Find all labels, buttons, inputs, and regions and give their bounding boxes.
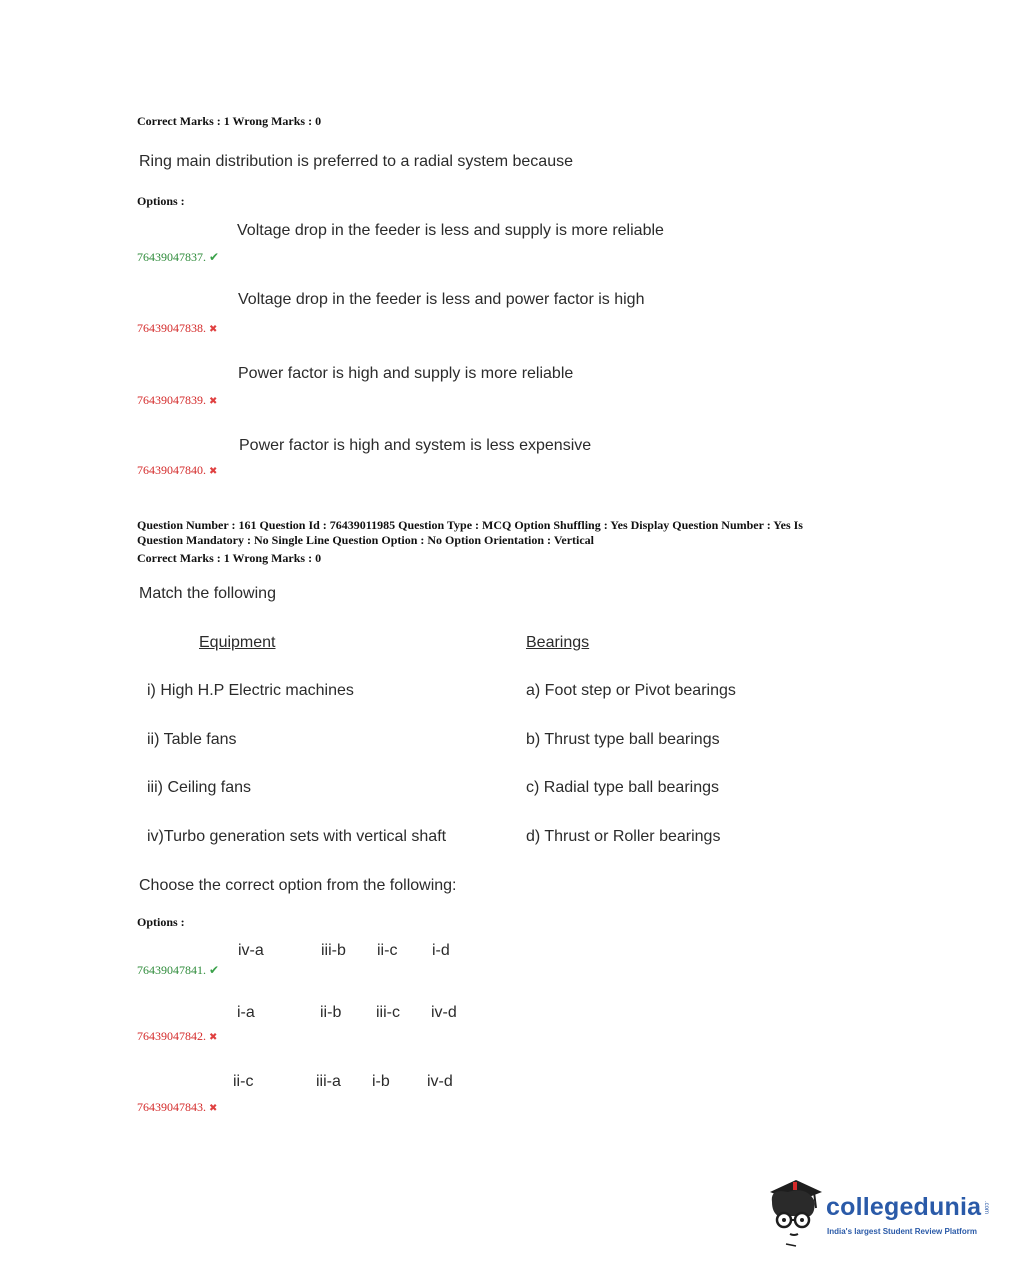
- q1-option-text: Voltage drop in the feeder is less and power factor is high: [238, 291, 645, 308]
- match-right-item: d) Thrust or Roller bearings: [526, 828, 721, 845]
- cross-icon: ✖: [209, 466, 218, 477]
- match-left-item: i) High H.P Electric machines: [147, 682, 354, 699]
- q2-option-part: ii-c: [233, 1073, 254, 1090]
- q1-option-text: Voltage drop in the feeder is less and supply is more reliable: [237, 222, 664, 239]
- q1-option-id: 76439047838. ✖: [137, 321, 218, 335]
- q1-option-id: 76439047837. ✔: [137, 250, 220, 264]
- q2-option-part: iii-a: [316, 1073, 341, 1090]
- q1-option-id: 76439047839. ✖: [137, 393, 218, 407]
- logo-wordmark: collegedunia: [826, 1193, 982, 1221]
- q1-question-text: Ring main distribution is preferred to a radial system because: [139, 153, 573, 170]
- q2-option-part: i-b: [372, 1073, 390, 1090]
- q2-option-part: iv-d: [427, 1073, 453, 1090]
- match-left-item: iv)Turbo generation sets with vertical shaft: [147, 828, 447, 845]
- q1-options-label: Options :: [137, 194, 185, 208]
- check-icon: ✔: [209, 963, 220, 977]
- q2-options-label: Options :: [137, 915, 185, 929]
- collegedunia-mascot-icon: [766, 1178, 826, 1248]
- match-right-item: a) Foot step or Pivot bearings: [526, 682, 736, 699]
- q2-option-id: 76439047841. ✔: [137, 963, 220, 977]
- check-icon: ✔: [209, 250, 220, 264]
- cross-icon: ✖: [209, 1103, 218, 1114]
- q2-option-part: iv-a: [238, 942, 264, 959]
- q2-marks: Correct Marks : 1 Wrong Marks : 0: [137, 551, 322, 565]
- q1-marks: Correct Marks : 1 Wrong Marks : 0: [137, 114, 322, 128]
- col-header-bearings: Bearings: [526, 634, 590, 651]
- q1-option-text: Power factor is high and supply is more reliable: [238, 365, 574, 382]
- q2-option-id: 76439047843. ✖: [137, 1100, 218, 1114]
- q2-option-part: ii-b: [320, 1004, 342, 1021]
- match-left-item: iii) Ceiling fans: [147, 779, 252, 796]
- q2-option-part: ii-c: [377, 942, 398, 959]
- q1-option-text: Power factor is high and system is less expensive: [239, 437, 592, 454]
- logo-tagline: India's largest Student Review Platform: [827, 1227, 977, 1236]
- cross-icon: ✖: [209, 1032, 218, 1043]
- q2-option-part: iii-c: [376, 1004, 400, 1021]
- cross-icon: ✖: [209, 396, 218, 407]
- q2-question-text: Match the following: [139, 585, 276, 602]
- q2-instruction: Choose the correct option from the following:: [139, 877, 457, 894]
- q2-meta-line1: Question Number : 161 Question Id : 76439011985 Question Type : MCQ Option Shuffling : Yes Display Question Number : Yes Is: [137, 518, 803, 532]
- q2-option-id: 76439047842. ✖: [137, 1029, 218, 1043]
- q2-option-part: iv-d: [431, 1004, 457, 1021]
- q2-option-part: i-d: [432, 942, 450, 959]
- cross-icon: ✖: [209, 324, 218, 335]
- match-right-item: b) Thrust type ball bearings: [526, 731, 720, 748]
- q2-option-part: iii-b: [321, 942, 346, 959]
- match-right-item: c) Radial type ball bearings: [526, 779, 719, 796]
- q1-option-id: 76439047840. ✖: [137, 463, 218, 477]
- q2-meta-line2: Question Mandatory : No Single Line Question Option : No Option Orientation : Vertical: [137, 533, 595, 547]
- match-left-item: ii) Table fans: [147, 731, 237, 748]
- col-header-equipment: Equipment: [199, 634, 276, 651]
- logo-suffix: .com: [983, 1201, 989, 1215]
- q2-option-part: i-a: [237, 1004, 255, 1021]
